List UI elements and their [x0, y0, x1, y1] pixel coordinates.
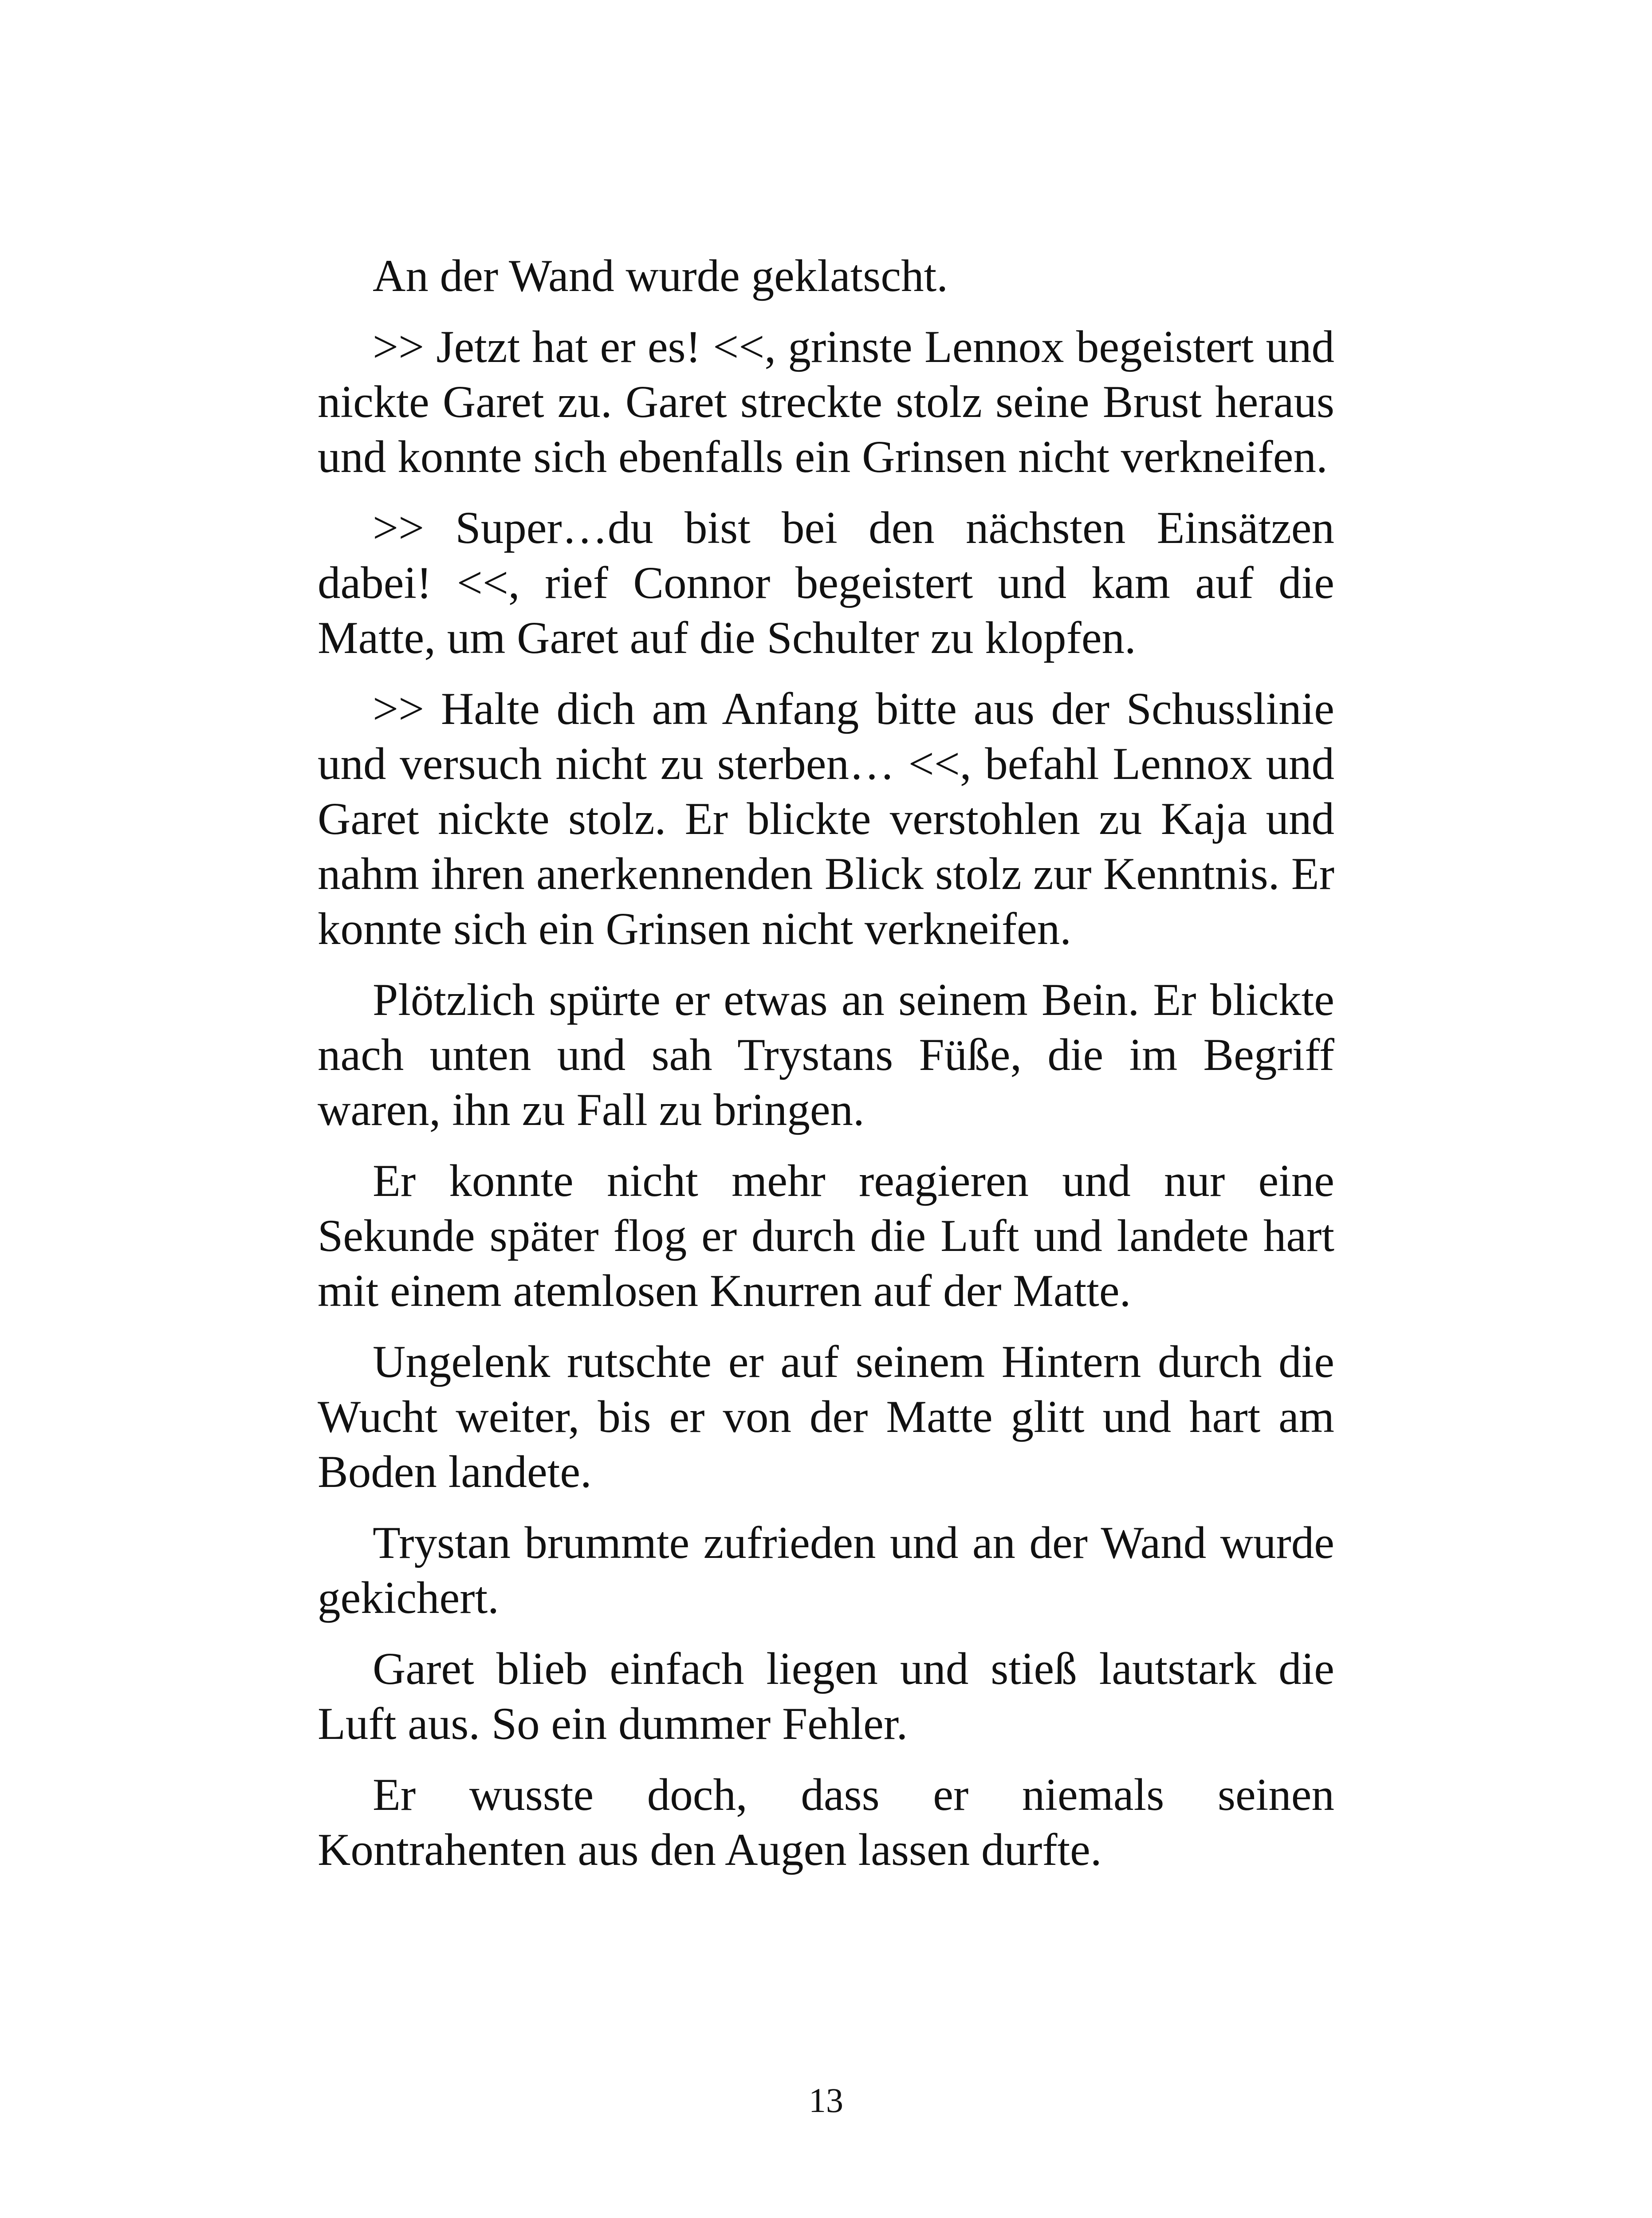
paragraph: >> Halte dich am Anfang bitte aus der Schusslinie und versuch nicht zu sterben… <<, befahl Lennox und Garet nickte stolz. Er blickte verstohlen zu Kaja und nahm ihren anerkennenden Blick stolz zur Kenntnis. Er konnte sich ein Grinsen nicht verkneifen.: [318, 684, 1334, 954]
paragraph: Er konnte nicht mehr reagieren und nur eine Sekunde später flog er durch die Luft und landete hart mit einem atemlosen Knurren auf der Matte.: [318, 1156, 1334, 1316]
paragraph: >> Jetzt hat er es! <<, grinste Lennox begeistert und nickte Garet zu. Garet streckte stolz seine Brust heraus und konnte sich ebenfalls ein Grinsen nicht verkneifen.: [318, 322, 1334, 482]
paragraph: Trystan brummte zufrieden und an der Wand wurde gekichert.: [318, 1518, 1334, 1623]
paragraph: >> Super…du bist bei den nächsten Einsätzen dabei! <<, rief Connor begeistert und kam auf die Matte, um Garet auf die Schulter zu klopfen.: [318, 503, 1334, 663]
paragraph: Plötzlich spürte er etwas an seinem Bein. Er blickte nach unten und sah Trystans Füße, die im Begriff waren, ihn zu Fall zu bringen.: [318, 975, 1334, 1135]
paragraph: Garet blieb einfach liegen und stieß lautstark die Luft aus. So ein dummer Fehler.: [318, 1644, 1334, 1749]
paragraph: Er wusste doch, dass er niemals seinen Kontrahenten aus den Augen lassen durfte.: [318, 1770, 1334, 1875]
paragraph: An der Wand wurde geklatscht.: [373, 251, 948, 301]
page-number: 13: [809, 2081, 843, 2120]
paragraph: Ungelenk rutschte er auf seinem Hintern durch die Wucht weiter, bis er von der Matte glitt und hart am Boden landete.: [318, 1337, 1334, 1497]
body-text: [318, 248, 1334, 1893]
